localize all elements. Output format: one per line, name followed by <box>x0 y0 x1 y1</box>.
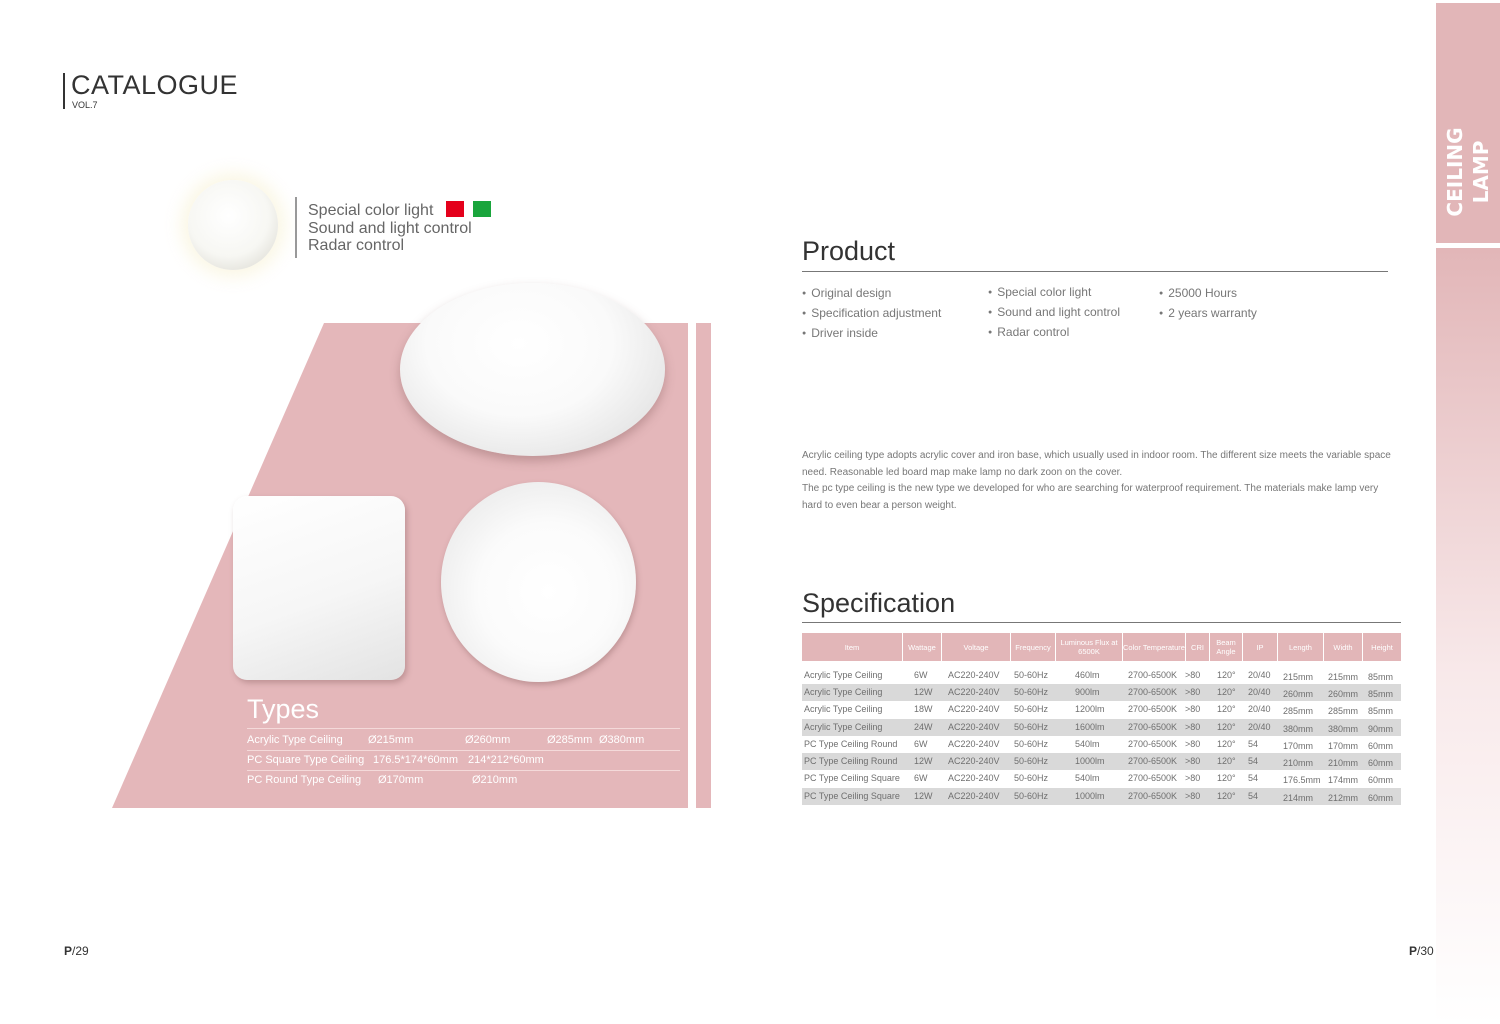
spec-cell: 176.5mm <box>1283 775 1321 785</box>
spec-cell: >80 <box>1185 791 1201 801</box>
spec-cell: AC220-240V <box>948 687 1000 697</box>
product-heading-rule <box>802 271 1388 272</box>
spec-cell: 2700-6500K <box>1128 739 1178 749</box>
spec-col-header: Item <box>802 633 902 661</box>
spec-table-row <box>802 701 1401 718</box>
spec-col-header: Color Temperature <box>1123 633 1185 661</box>
sidebar-gradient <box>1436 248 1500 1024</box>
spec-cell: AC220-240V <box>948 739 1000 749</box>
types-row <box>247 730 680 750</box>
spec-cell: 6W <box>914 773 928 783</box>
spec-cell: 50-60Hz <box>1014 704 1049 714</box>
spec-cell: 20/40 <box>1248 670 1271 680</box>
page-prefix: P <box>1409 944 1418 958</box>
description-paragraph: The pc type ceiling is the new type we developed for who are searching for waterproof requirement. The materials make lamp very hard to even bear a person weight. <box>802 483 1379 511</box>
spec-cell: 1600lm <box>1075 722 1105 732</box>
spec-cell: 215mm <box>1328 672 1359 682</box>
spec-cell: 120° <box>1217 687 1236 697</box>
types-row <box>247 750 680 770</box>
green-color-swatch <box>473 201 491 217</box>
spec-cell: 2700-6500K <box>1128 756 1178 766</box>
feature-item: Special color light <box>308 202 434 219</box>
spec-cell: PC Type Ceiling Square <box>804 791 900 801</box>
product-bullet: ● Radar control <box>988 325 1069 339</box>
spec-cell: 214mm <box>1283 793 1314 803</box>
spec-col-header: Width <box>1324 633 1362 661</box>
type-size: Ø285mm <box>547 734 593 746</box>
small-ceiling-lamp-image <box>188 180 278 270</box>
description-paragraph: Acrylic ceiling type adopts acrylic cover and iron base, which usually used in indoor room. The different size meets the variable space need. Reasonable led board map make lamp no dark zoon on the cover. <box>802 450 1391 478</box>
spec-cell: 20/40 <box>1248 704 1271 714</box>
types-row <box>247 770 680 790</box>
product-heading: Product <box>802 236 896 266</box>
spec-col-header: IP <box>1243 633 1277 661</box>
catalogue-title: CATALOGUE <box>71 70 239 100</box>
spec-cell: 260mm <box>1328 689 1359 699</box>
spec-cell: 60mm <box>1368 758 1394 768</box>
product-bullet: ● Original design <box>802 286 891 300</box>
spec-cell: 174mm <box>1328 775 1359 785</box>
spec-cell: 85mm <box>1368 689 1394 699</box>
spec-cell: 54 <box>1248 773 1259 783</box>
product-bullet: ● Sound and light control <box>988 305 1120 319</box>
spec-cell: 170mm <box>1283 741 1314 751</box>
spec-cell: 380mm <box>1283 724 1314 734</box>
types-title: Types <box>247 694 320 724</box>
page-number-right <box>1409 944 1434 958</box>
catalogue-divider <box>63 73 65 109</box>
spec-cell: >80 <box>1185 739 1201 749</box>
sidebar-label: CEILING LAMP <box>1443 127 1493 217</box>
spec-cell: 120° <box>1217 704 1236 714</box>
feature-item: Sound and light control <box>308 219 472 237</box>
spec-cell: 540lm <box>1075 739 1100 749</box>
spec-table-row <box>802 753 1401 770</box>
spec-cell: 2700-6500K <box>1128 687 1178 697</box>
spec-cell: 1000lm <box>1075 756 1105 766</box>
product-bullet: ● Special color light <box>988 285 1091 299</box>
spec-table-row <box>802 788 1401 805</box>
spec-cell: 50-60Hz <box>1014 739 1049 749</box>
page-number-left <box>64 944 89 958</box>
type-size: Ø170mm <box>378 774 424 786</box>
spec-cell: 54 <box>1248 756 1259 766</box>
spec-col-header: Voltage <box>942 633 1010 661</box>
types-divider <box>247 728 680 729</box>
spec-col-header: Wattage <box>903 633 941 661</box>
spec-cell: 50-60Hz <box>1014 791 1049 801</box>
feature-item: Radar control <box>308 237 405 254</box>
spec-cell: PC Type Ceiling Round <box>804 756 898 766</box>
type-size: Ø260mm <box>465 734 511 746</box>
spec-table-row <box>802 770 1401 787</box>
spec-cell: PC Type Ceiling Round <box>804 739 898 749</box>
page-prefix: P <box>64 944 73 958</box>
type-name: Acrylic Type Ceiling <box>247 734 343 746</box>
spec-cell: 6W <box>914 670 928 680</box>
spec-cell: >80 <box>1185 722 1201 732</box>
spec-cell: 170mm <box>1328 741 1359 751</box>
spec-cell: 120° <box>1217 739 1236 749</box>
spec-cell: Acrylic Type Ceiling <box>804 687 883 697</box>
page-number: /29 <box>72 944 89 958</box>
type-name: PC Square Type Ceiling <box>247 754 365 766</box>
spec-cell: 20/40 <box>1248 722 1271 732</box>
spec-cell: 1200lm <box>1075 704 1105 714</box>
spec-cell: 6W <box>914 739 928 749</box>
spec-cell: >80 <box>1185 756 1201 766</box>
spec-col-header: Frequency <box>1011 633 1055 661</box>
spec-cell: AC220-240V <box>948 756 1000 766</box>
spec-table-row <box>802 684 1401 701</box>
spec-cell: 900lm <box>1075 687 1100 697</box>
red-color-swatch <box>446 201 464 217</box>
spec-cell: 2700-6500K <box>1128 704 1178 714</box>
spec-table-row <box>802 736 1401 753</box>
spec-cell: AC220-240V <box>948 791 1000 801</box>
spec-cell: Acrylic Type Ceiling <box>804 670 883 680</box>
spec-cell: 2700-6500K <box>1128 670 1178 680</box>
spec-cell: 20/40 <box>1248 687 1271 697</box>
spec-cell: 215mm <box>1283 672 1314 682</box>
spec-cell: 380mm <box>1328 724 1359 734</box>
type-size: Ø215mm <box>368 734 414 746</box>
spec-cell: 50-60Hz <box>1014 773 1049 783</box>
spec-cell: 12W <box>914 756 933 766</box>
spec-col-header: Beam Angle <box>1210 633 1242 661</box>
spec-cell: 460lm <box>1075 670 1100 680</box>
spec-cell: 12W <box>914 687 933 697</box>
spec-col-header: CRI <box>1186 633 1209 661</box>
spec-cell: 2700-6500K <box>1128 773 1178 783</box>
specification-heading-rule <box>802 622 1401 623</box>
square-ceiling-lamp-image <box>233 496 405 680</box>
catalogue-volume: VOL.7 <box>72 100 98 110</box>
spec-cell: 210mm <box>1283 758 1314 768</box>
specification-heading: Specification <box>802 588 956 618</box>
spec-cell: 50-60Hz <box>1014 756 1049 766</box>
spec-cell: 85mm <box>1368 706 1394 716</box>
spec-cell: 60mm <box>1368 793 1394 803</box>
spec-cell: AC220-240V <box>948 722 1000 732</box>
product-bullet: ● Specification adjustment <box>802 306 941 320</box>
round-ceiling-lamp-image <box>441 482 636 682</box>
spec-table-row <box>802 719 1401 736</box>
type-name: PC Round Type Ceiling <box>247 774 362 786</box>
type-size: 176.5*174*60mm <box>373 754 459 766</box>
spec-cell: 260mm <box>1283 689 1314 699</box>
spec-col-header: Height <box>1363 633 1401 661</box>
spec-cell: 120° <box>1217 791 1236 801</box>
spec-cell: 2700-6500K <box>1128 791 1178 801</box>
spec-cell: 50-60Hz <box>1014 722 1049 732</box>
spec-cell: 120° <box>1217 773 1236 783</box>
spec-cell: 120° <box>1217 722 1236 732</box>
spec-col-header: Luminous Flux at 6500K <box>1056 633 1122 661</box>
spec-cell: 120° <box>1217 670 1236 680</box>
panel-accent-strip <box>696 323 711 808</box>
spec-table-header <box>802 633 1401 661</box>
spec-cell: Acrylic Type Ceiling <box>804 704 883 714</box>
product-bullet: ● Driver inside <box>802 326 878 340</box>
spec-cell: AC220-240V <box>948 773 1000 783</box>
acrylic-ceiling-lamp-image <box>400 283 665 456</box>
spec-cell: 1000lm <box>1075 791 1105 801</box>
spec-cell: 540lm <box>1075 773 1100 783</box>
spec-cell: 120° <box>1217 756 1236 766</box>
spec-cell: 285mm <box>1283 706 1314 716</box>
spec-cell: >80 <box>1185 670 1201 680</box>
feature-divider <box>295 197 297 258</box>
spec-cell: 60mm <box>1368 775 1394 785</box>
spec-cell: 50-60Hz <box>1014 670 1049 680</box>
spec-cell: AC220-240V <box>948 670 1000 680</box>
spec-cell: 285mm <box>1328 706 1359 716</box>
spec-cell: 18W <box>914 704 933 714</box>
spec-cell: AC220-240V <box>948 704 1000 714</box>
spec-col-header: Length <box>1278 633 1323 661</box>
type-size: Ø210mm <box>472 774 518 786</box>
spec-cell: 85mm <box>1368 672 1394 682</box>
type-size: Ø380mm <box>599 734 645 746</box>
product-description <box>802 448 1400 514</box>
spec-cell: >80 <box>1185 773 1201 783</box>
spec-cell: Acrylic Type Ceiling <box>804 722 883 732</box>
spec-cell: 90mm <box>1368 724 1394 734</box>
page-number: /30 <box>1417 944 1434 958</box>
spec-cell: >80 <box>1185 687 1201 697</box>
spec-cell: 210mm <box>1328 758 1359 768</box>
spec-cell: 2700-6500K <box>1128 722 1178 732</box>
spec-cell: 24W <box>914 722 933 732</box>
spec-cell: >80 <box>1185 704 1201 714</box>
spec-cell: 212mm <box>1328 793 1359 803</box>
spec-cell: 54 <box>1248 791 1259 801</box>
product-bullet: ● 2 years warranty <box>1159 306 1257 320</box>
spec-table-row <box>802 667 1401 684</box>
spec-cell: PC Type Ceiling Square <box>804 773 900 783</box>
product-bullet: ● 25000 Hours <box>1159 286 1237 300</box>
type-size: 214*212*60mm <box>468 754 544 766</box>
spec-cell: 12W <box>914 791 933 801</box>
spec-cell: 60mm <box>1368 741 1394 751</box>
spec-cell: 50-60Hz <box>1014 687 1049 697</box>
spec-cell: 54 <box>1248 739 1259 749</box>
